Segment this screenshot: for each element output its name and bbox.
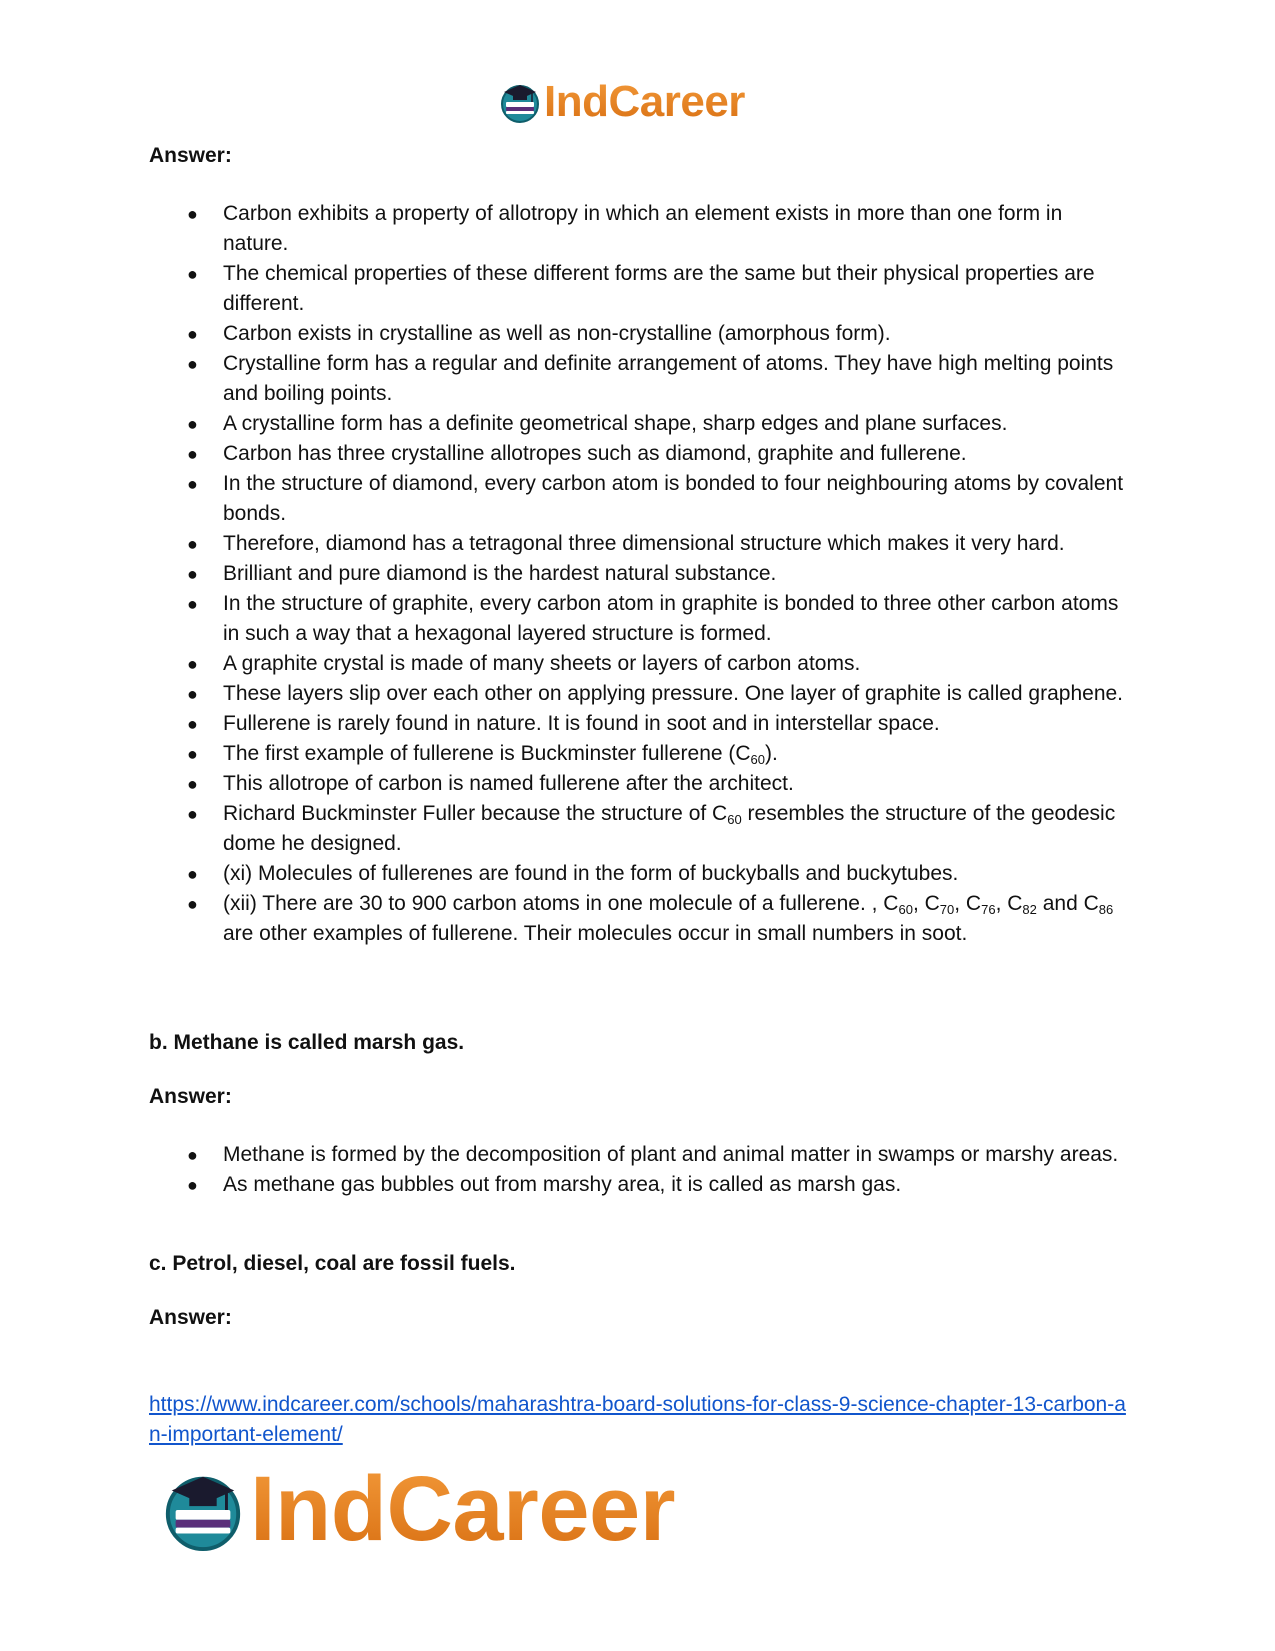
list-item-text: Carbon exists in crystalline as well as non-crystalline (amorphous form). [223, 322, 891, 345]
list-item-text: These layers slip over each other on applying pressure. One layer of graphite is called graphene. [223, 682, 1124, 705]
bullet-icon: ● [187, 414, 198, 434]
bullet-icon: ● [187, 714, 198, 734]
list-item-text: Methane is formed by the decomposition of plant and animal matter in swamps or marshy areas. [223, 1143, 1119, 1166]
list-item [149, 529, 1129, 559]
answer-b-list [149, 1140, 1129, 1200]
list-item [149, 799, 1129, 859]
graduation-cap-book-globe-icon [498, 80, 542, 124]
list-item [149, 409, 1129, 439]
list-item [149, 1170, 1129, 1200]
list-item [149, 679, 1129, 709]
bullet-icon: ● [187, 1145, 198, 1165]
list-item [149, 739, 1129, 769]
bullet-icon: ● [187, 1175, 198, 1195]
bullet-icon: ● [187, 894, 198, 914]
list-item [149, 319, 1129, 349]
list-item-text: Richard Buckminster Fuller because the structure of $C_{60}$ resembles the structure of the geodesic dome he designed. [223, 802, 1116, 855]
list-item-text: (xi) Molecules of fullerenes are found in the form of buckyballs and buckytubes. [223, 862, 959, 885]
bullet-icon: ● [187, 474, 198, 494]
question-b: b. Methane is called marsh gas. [149, 1031, 465, 1054]
list-item [149, 589, 1129, 649]
bullet-icon: ● [187, 354, 198, 374]
list-item-text: Crystalline form has a regular and definite arrangement of atoms. They have high melting points and boiling points. [223, 352, 1114, 405]
list-item-text: Brilliant and pure diamond is the hardest natural substance. [223, 562, 777, 585]
bullet-icon: ● [187, 684, 198, 704]
list-item-text: Carbon has three crystalline allotropes such as diamond, graphite and fullerene. [223, 442, 967, 465]
graduation-cap-book-globe-icon [160, 1467, 246, 1553]
bullet-icon: ● [187, 564, 198, 584]
bullet-icon: ● [187, 594, 198, 614]
bullet-icon: ● [187, 744, 198, 764]
list-item [149, 439, 1129, 469]
header-logo [498, 76, 745, 128]
list-item [149, 1140, 1129, 1170]
logo-wordmark: IndCareer [544, 77, 745, 126]
bullet-icon: ● [187, 204, 198, 224]
list-item-text: Fullerene is rarely found in nature. It is found in soot and in interstellar space. [223, 712, 940, 735]
bullet-icon: ● [187, 324, 198, 344]
list-item-text: A graphite crystal is made of many sheets or layers of carbon atoms. [223, 652, 861, 675]
bullet-icon: ● [187, 804, 198, 824]
bullet-icon: ● [187, 444, 198, 464]
list-item-text: As methane gas bubbles out from marshy area, it is called as marsh gas. [223, 1173, 902, 1196]
bullet-icon: ● [187, 864, 198, 884]
list-item [149, 859, 1129, 889]
list-item-text: In the structure of diamond, every carbon atom is bonded to four neighbouring atoms by covalent bonds. [223, 472, 1124, 525]
logo-wordmark: IndCareer [250, 1458, 675, 1560]
bullet-icon: ● [187, 774, 198, 794]
list-item [149, 469, 1129, 529]
list-item [149, 259, 1129, 319]
list-item-text: A crystalline form has a definite geometrical shape, sharp edges and plane surfaces. [223, 412, 1008, 435]
question-c: c. Petrol, diesel, coal are fossil fuels. [149, 1252, 516, 1275]
answer-a-list [149, 199, 1129, 949]
list-item-text: Therefore, diamond has a tetragonal three dimensional structure which makes it very hard. [223, 532, 1065, 555]
answer-label-a: Answer: [149, 144, 232, 167]
answer-label-c: Answer: [149, 1306, 232, 1329]
list-item [149, 889, 1129, 949]
list-item [149, 559, 1129, 589]
list-item-text: (xii) There are 30 to 900 carbon atoms in one molecule of a fullerene. , $C_{60}$, $C_{70}$, $C_{76}$, $C_{82}$ and $C_{86}$ are other examples of fullerene. Their molecules occur in small numbers in soot. [223, 892, 1114, 945]
list-item [149, 769, 1129, 799]
list-item-text: The first example of fullerene is Buckminster fullerene $(C_{60})$. [223, 742, 778, 767]
footer-logo [160, 1458, 675, 1560]
source-link[interactable]: https://www.indcareer.com/schools/maharashtra-board-solutions-for-class-9-science-chapter-13-carbon-an-important-element/ [149, 1393, 1126, 1446]
bullet-icon: ● [187, 264, 198, 284]
list-item-text: The chemical properties of these different forms are the same but their physical properties are different. [223, 262, 1095, 315]
bullet-icon: ● [187, 654, 198, 674]
list-item [149, 199, 1129, 259]
list-item [149, 709, 1129, 739]
answer-label-b: Answer: [149, 1085, 232, 1108]
list-item-text: In the structure of graphite, every carbon atom in graphite is bonded to three other carbon atoms in such a way that a hexagonal layered structure is formed. [223, 592, 1119, 645]
list-item [149, 349, 1129, 409]
list-item-text: Carbon exhibits a property of allotropy in which an element exists in more than one form in nature. [223, 202, 1063, 255]
list-item [149, 649, 1129, 679]
list-item-text: This allotrope of carbon is named fullerene after the architect. [223, 772, 794, 795]
bullet-icon: ● [187, 534, 198, 554]
